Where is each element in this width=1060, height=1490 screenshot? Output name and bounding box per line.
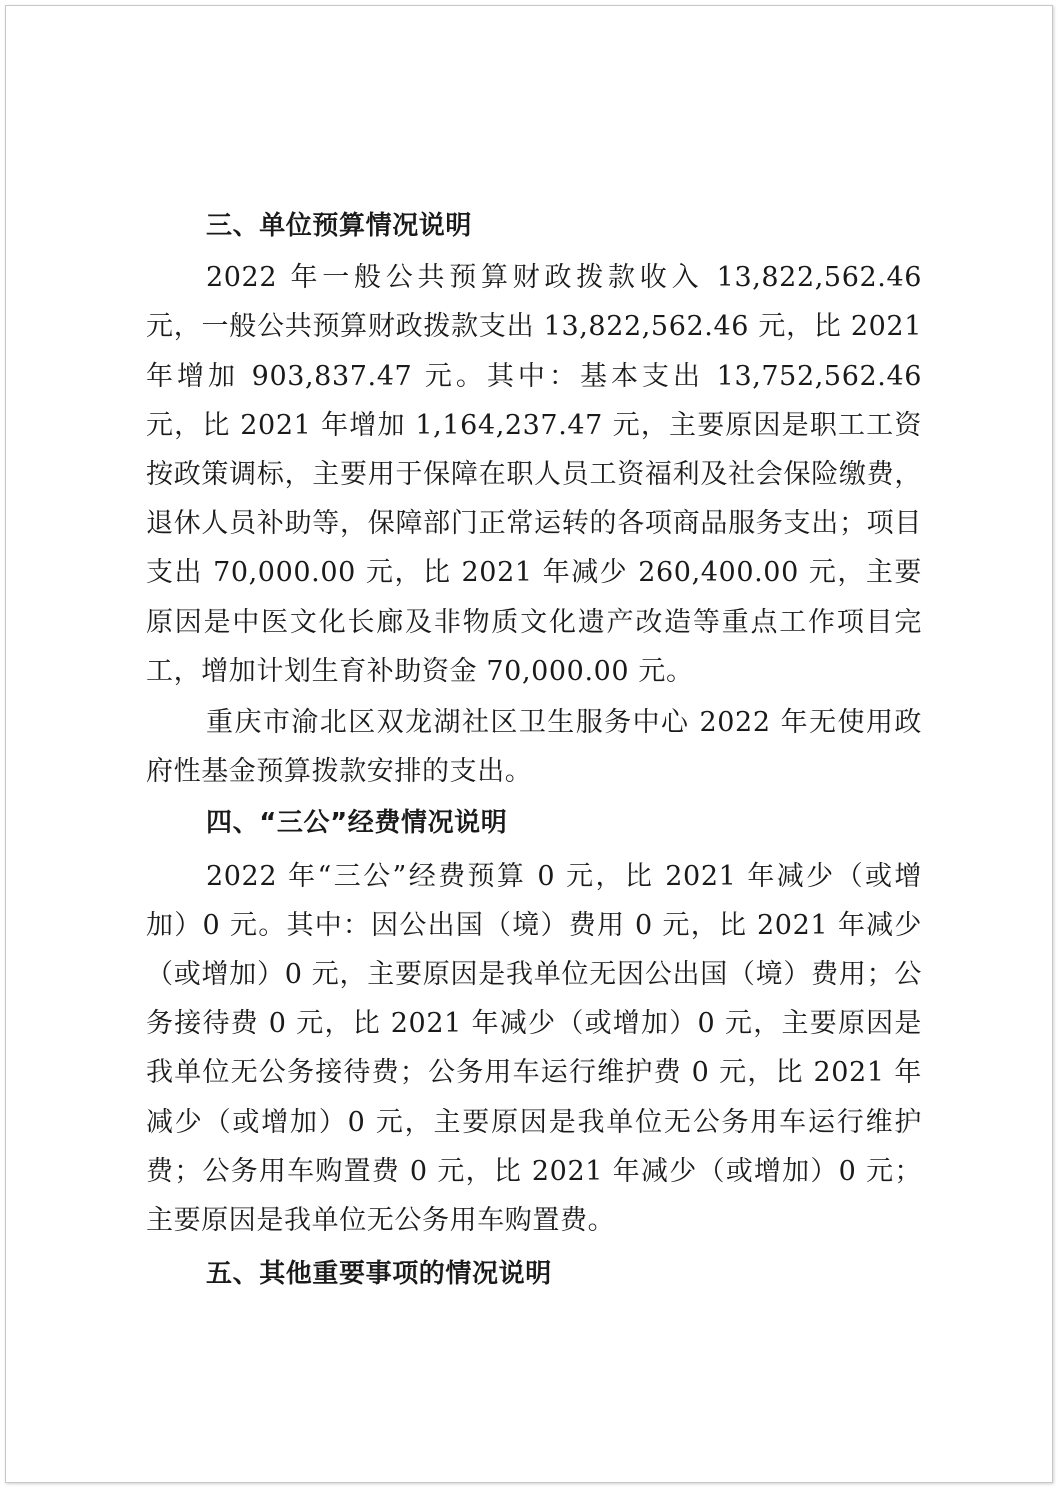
paragraph-budget-overview: 2022 年一般公共预算财政拨款收入 13,822,562.46 元，一般公共预算财政拨款支出 13,822,562.46 元，比 2021 年增加 903,837.47 元。其中：基本支出 13,752,562.46 元，比 2021 年增加 1,164,237.47 元，主要原因是职工工资按政策调标，主要用于保障在职人员工资福利及社会保险缴费，退休人员补助等，保障部门正常运转的各项商品服务支出；项目支出 70,000.00 元，比 2021 年减少 260,400.00 元，主要原因是中医文化长廊及非物质文化遗产改造等重点工作项目完工，增加计划生育补助资金 70,000.00 元。: [146, 262, 922, 687]
section-heading-budget: 三、单位预算情况说明: [206, 211, 473, 241]
document-body: [146, 202, 922, 1299]
paragraph-government-fund: 重庆市渝北区双龙湖社区卫生服务中心 2022 年无使用政府性基金预算拨款安排的支出。: [146, 707, 922, 788]
paragraph-three-public-expenses: 2022 年“三公”经费预算 0 元，比 2021 年减少（或增加）0 元。其中：因公出国（境）费用 0 元，比 2021 年减少（或增加）0 元，主要原因是我单位无因公出国（境）费用；公务接待费 0 元，比 2021 年减少（或增加）0 元，主要原因是我单位无公务接待费；公务用车运行维护费 0 元，比 2021 年减少（或增加）0 元，主要原因是我单位无公务用车运行维护费；公务用车购置费 0 元，比 2021 年减少（或增加）0 元；主要原因是我单位无公务用车购置费。: [146, 860, 922, 1237]
document-page: [5, 5, 1053, 1483]
section-heading-other-matters: 五、其他重要事项的情况说明: [206, 1259, 552, 1290]
section-heading-three-public: 四、“三公”经费情况说明: [206, 808, 508, 839]
